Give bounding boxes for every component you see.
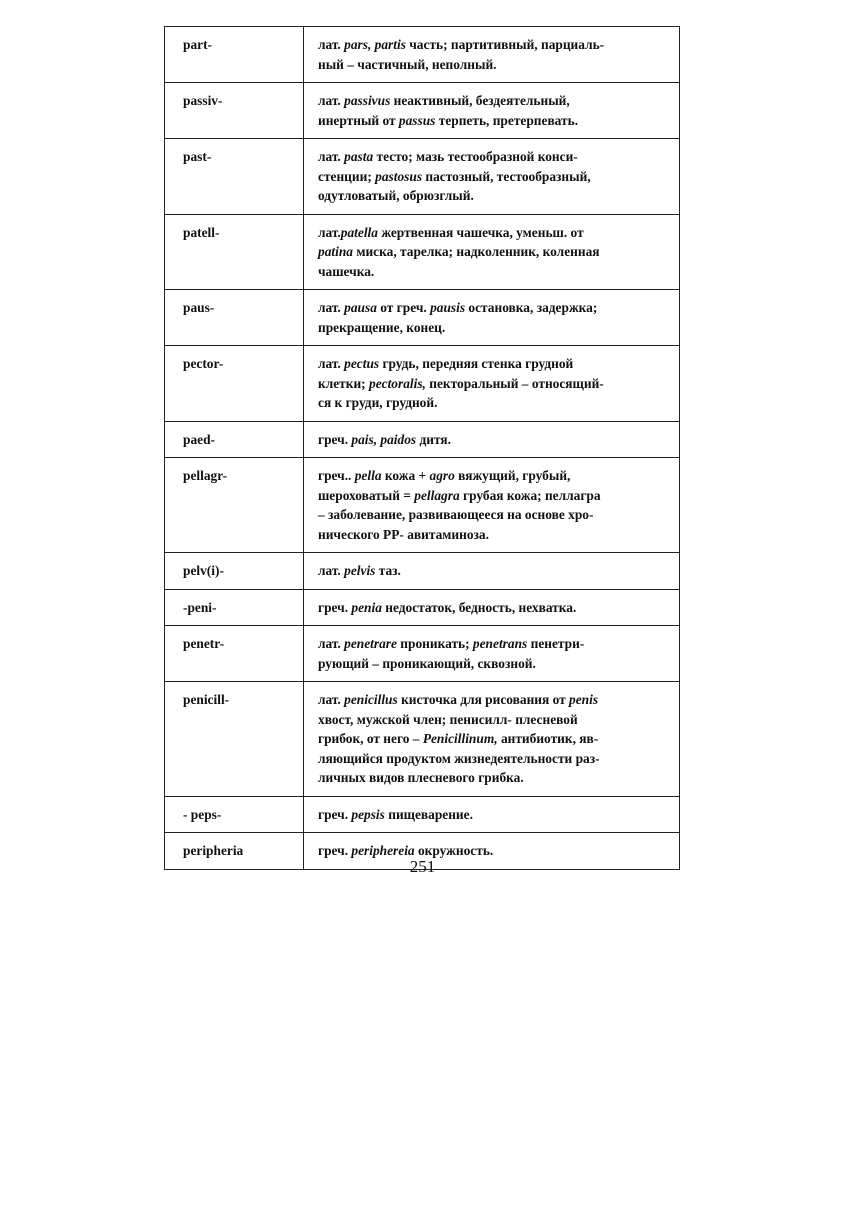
- definition-text: греч.: [318, 806, 352, 822]
- definition-text: шероховатый =: [318, 487, 415, 503]
- latin-term-italic: periphereia: [351, 843, 415, 858]
- table-row: [165, 796, 680, 833]
- definition-text: антибиотик, яв-: [497, 731, 599, 746]
- definition-text: остановка, задержка;: [465, 300, 598, 315]
- definition-text: лат.: [318, 636, 345, 651]
- definition-text: лат.: [318, 692, 345, 707]
- definition-text: недостаток, бедность, нехватка.: [381, 599, 577, 615]
- definition-cell: [304, 214, 680, 290]
- definition-text: грудь, передняя стенка грудной: [379, 356, 574, 371]
- definition-cell: [304, 458, 680, 553]
- table-row: [165, 626, 680, 682]
- definition-text: ся к груди, грудной.: [318, 395, 438, 410]
- table-row: [165, 139, 680, 215]
- definition-text: прекращение, конец.: [318, 319, 446, 335]
- definition-cell: [304, 290, 680, 346]
- glossary-table-body: [165, 27, 680, 870]
- definition-text: чашечка.: [318, 263, 375, 279]
- definition-text: лат.: [318, 149, 345, 164]
- definition-text: личных видов плесневого грибка.: [318, 770, 524, 785]
- definition-text: пекторальный – относящий-: [425, 375, 604, 391]
- definition-text: грубая кожа; пеллагра: [459, 487, 601, 503]
- term-cell: - peps-: [165, 796, 304, 833]
- page-number: 251: [409, 857, 436, 876]
- latin-term-italic: penis: [569, 692, 599, 707]
- latin-term-italic: passus: [398, 112, 436, 128]
- latin-term-italic: pausis: [430, 300, 466, 315]
- table-row: [165, 553, 680, 590]
- latin-term-italic: pelvis: [344, 563, 376, 578]
- definition-text: лат.: [318, 563, 345, 578]
- definition-text: окружность.: [414, 843, 494, 858]
- table-row: [165, 421, 680, 458]
- table-row: [165, 458, 680, 553]
- definition-text: грибок, от него –: [318, 731, 423, 746]
- latin-term-italic: pepsis: [351, 806, 385, 822]
- term-cell: paus-: [165, 290, 304, 346]
- definition-text: пищеварение.: [384, 806, 473, 822]
- latin-term-italic: patina: [318, 244, 353, 259]
- definition-text: кисточка для рисования от: [397, 692, 570, 707]
- definition-cell: [304, 626, 680, 682]
- term-cell: patell-: [165, 214, 304, 290]
- table-row: [165, 214, 680, 290]
- definition-text: греч.: [318, 599, 352, 615]
- term-cell: past-: [165, 139, 304, 215]
- definition-text: терпеть, претерпевать.: [435, 112, 579, 128]
- definition-cell: [304, 421, 680, 458]
- latin-term-italic: passivus: [344, 93, 391, 108]
- definition-text: пенетри-: [527, 636, 585, 651]
- definition-text: ляющийся продуктом жизнедеятельности раз-: [318, 750, 600, 766]
- term-cell: part-: [165, 27, 304, 83]
- table-row: [165, 346, 680, 422]
- definition-text: часть; партитивный, парциаль-: [405, 37, 605, 52]
- definition-cell: [304, 553, 680, 590]
- latin-term-italic: pausa: [344, 300, 377, 315]
- definition-text: дитя.: [416, 431, 451, 447]
- definition-text: лат.: [318, 356, 345, 371]
- definition-text: одутловатый, обрюзглый.: [318, 188, 474, 203]
- term-cell: penicill-: [165, 682, 304, 797]
- definition-text: лат.: [318, 300, 345, 315]
- definition-text: неактивный, бездеятельный,: [390, 93, 570, 108]
- definition-cell: [304, 796, 680, 833]
- definition-cell: [304, 682, 680, 797]
- definition-text: пастозный, тестообразный,: [422, 168, 591, 184]
- latin-term-italic: pella: [354, 468, 382, 483]
- definition-text: лат.: [318, 37, 345, 52]
- term-cell: passiv-: [165, 83, 304, 139]
- table-row: [165, 83, 680, 139]
- definition-text: нического РР- авитаминоза.: [318, 526, 489, 542]
- term-cell: pellagr-: [165, 458, 304, 553]
- term-cell: paed-: [165, 421, 304, 458]
- term-cell: pelv(i)-: [165, 553, 304, 590]
- definition-cell: [304, 27, 680, 83]
- definition-cell: [304, 139, 680, 215]
- definition-text: миска, тарелка; надколенник, коленная: [352, 244, 600, 259]
- definition-text: лат.: [318, 224, 341, 240]
- latin-term-italic: pellagra: [414, 487, 460, 503]
- definition-text: греч.: [318, 843, 352, 858]
- definition-text: жертвенная чашечка, уменьш. от: [377, 224, 584, 240]
- definition-cell: [304, 83, 680, 139]
- term-cell: peripheria: [165, 833, 304, 870]
- latin-term-italic: penetrare: [344, 636, 397, 651]
- latin-term-italic: penia: [351, 599, 382, 615]
- definition-text: таз.: [375, 563, 401, 578]
- latin-term-italic: pasta: [344, 149, 374, 164]
- latin-term-italic: pais, paidos: [351, 431, 417, 447]
- definition-cell: [304, 589, 680, 626]
- definition-text: вяжущий, грубый,: [454, 468, 571, 483]
- definition-text: греч..: [318, 468, 355, 483]
- definition-text: проникать;: [396, 636, 473, 651]
- latin-term-italic: penetrans: [472, 636, 528, 651]
- table-row: [165, 27, 680, 83]
- term-cell: pector-: [165, 346, 304, 422]
- definition-text: инертный от: [318, 112, 399, 128]
- definition-text: лат.: [318, 93, 345, 108]
- definition-text: – заболевание, развивающееся на основе хро-: [318, 507, 594, 522]
- latin-term-italic: pars, partis: [344, 37, 406, 52]
- table-row: [165, 682, 680, 797]
- latin-term-italic: agro: [429, 468, 455, 483]
- glossary-table: [164, 26, 680, 870]
- latin-term-italic: pastosus: [375, 168, 423, 184]
- glossary-table-wrapper: [164, 26, 680, 870]
- definition-text: ный – частичный, неполный.: [318, 56, 497, 72]
- latin-term-italic: pectoralis,: [369, 375, 426, 391]
- term-cell: -peni-: [165, 589, 304, 626]
- definition-text: стенции;: [318, 168, 376, 184]
- definition-text: хвост, мужской член; пенисилл- плесневой: [318, 711, 578, 727]
- definition-text: греч.: [318, 431, 352, 447]
- term-cell: penetr-: [165, 626, 304, 682]
- definition-text: тесто; мазь тестообразной конси-: [373, 149, 578, 164]
- table-row: [165, 290, 680, 346]
- definition-text: от греч.: [376, 300, 431, 315]
- latin-term-italic: pectus: [344, 356, 380, 371]
- table-row: [165, 589, 680, 626]
- definition-text: рующий – проникающий, сквозной.: [318, 655, 536, 671]
- latin-term-italic: Penicillinum,: [422, 731, 498, 746]
- latin-term-italic: patella: [340, 224, 378, 240]
- latin-term-italic: penicillus: [344, 692, 398, 707]
- definition-cell: [304, 346, 680, 422]
- definition-text: кожа +: [381, 468, 430, 483]
- definition-text: клетки;: [318, 375, 369, 391]
